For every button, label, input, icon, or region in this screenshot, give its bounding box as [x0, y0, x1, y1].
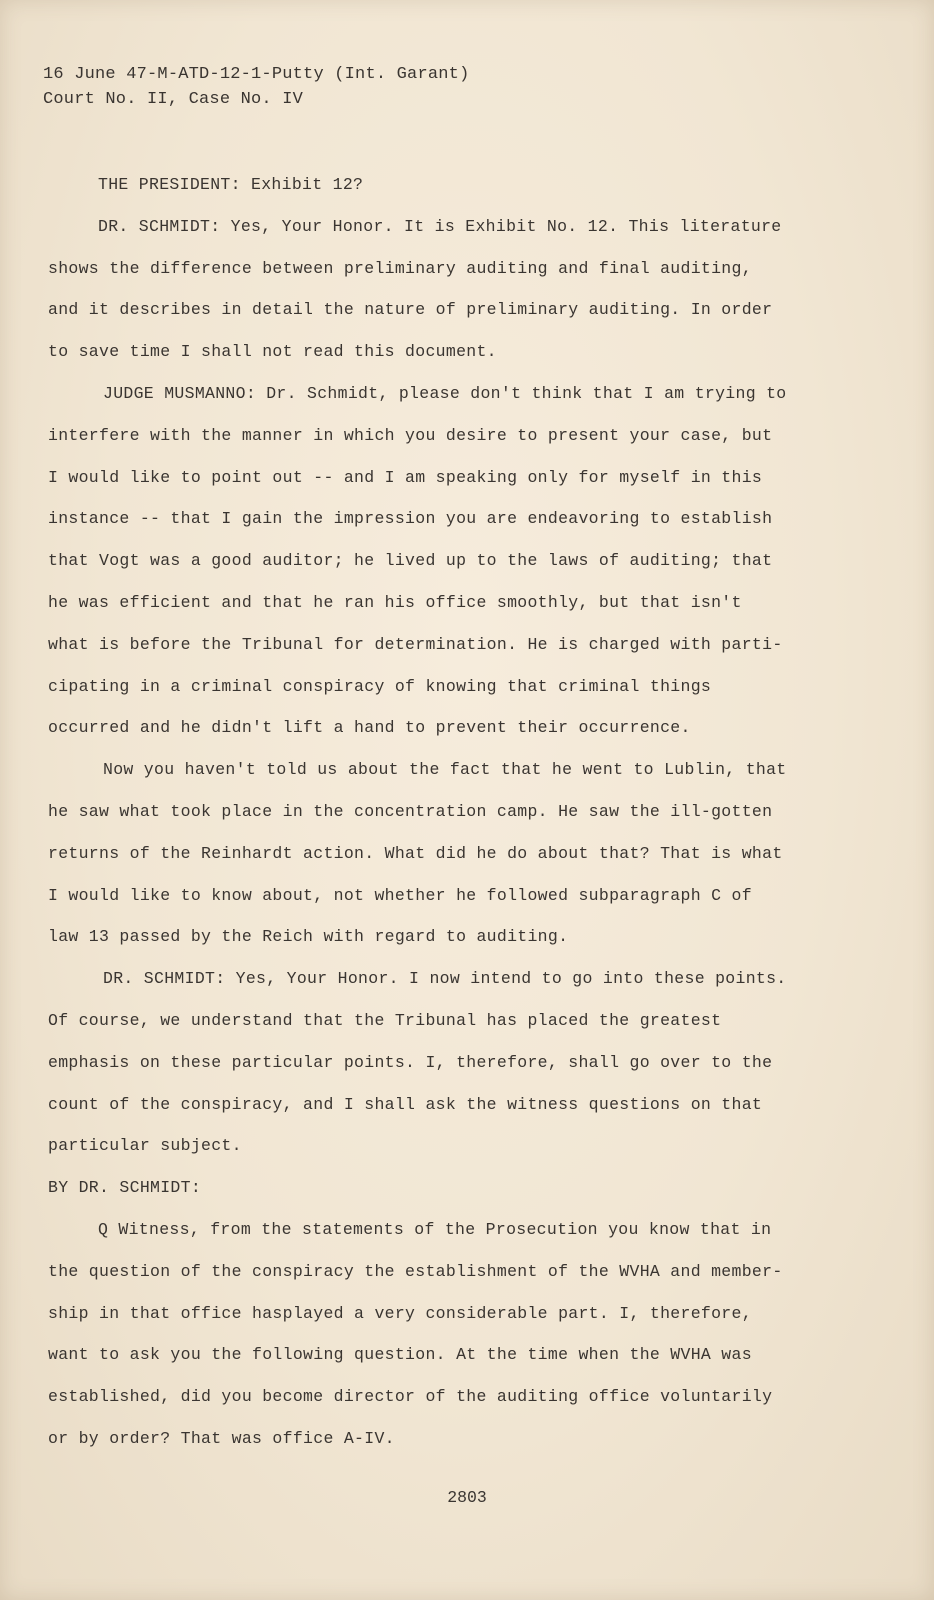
- transcript-line: shows the difference between preliminary auditing and final auditing,: [48, 258, 752, 278]
- transcript-line: he was efficient and that he ran his office smoothly, but that isn't: [48, 592, 742, 612]
- header-line-1: 16 June 47-M-ATD-12-1-Putty (Int. Garant): [43, 65, 470, 84]
- transcript-line: to save time I shall not read this document.: [48, 342, 497, 362]
- transcript-line: instance -- that I gain the impression you are endeavoring to establish: [48, 509, 773, 529]
- transcript-line: Of course, we understand that the Tribunal has placed the greatest: [48, 1010, 722, 1030]
- transcript-line: count of the conspiracy, and I shall ask the witness questions on that: [48, 1094, 763, 1114]
- transcript-line: THE PRESIDENT: Exhibit 12?: [98, 175, 364, 194]
- transcript-line: cipating in a criminal conspiracy of knowing that criminal things: [48, 676, 712, 696]
- transcript-line: particular subject.: [48, 1136, 242, 1156]
- transcript-line: DR. SCHMIDT: Yes, Your Honor. It is Exhibit No. 12. This literature: [98, 216, 782, 236]
- header-line-2: Court No. II, Case No. IV: [43, 90, 304, 109]
- transcript-line: or by order? That was office A-IV.: [48, 1428, 395, 1448]
- transcript-line: established, did you become director of the auditing office voluntarily: [48, 1387, 773, 1407]
- transcript-line: DR. SCHMIDT: Yes, Your Honor. I now intend to go into these points.: [103, 969, 787, 989]
- document-header: [43, 62, 469, 112]
- page-number: 2803: [447, 1488, 487, 1507]
- transcript-line: BY DR. SCHMIDT:: [48, 1178, 202, 1198]
- transcript-line: law 13 passed by the Reich with regard to auditing.: [48, 927, 569, 947]
- transcript-line: the question of the conspiracy the establishment of the WVHA and member-: [48, 1261, 783, 1281]
- transcript-line: returns of the Reinhardt action. What did he do about that? That is what: [48, 843, 783, 863]
- transcript-line: I would like to know about, not whether he followed subparagraph C of: [48, 885, 752, 905]
- transcript-body: [48, 164, 818, 1460]
- transcript-line: JUDGE MUSMANNO: Dr. Schmidt, please don't think that I am trying to: [103, 383, 787, 403]
- transcript-line: that Vogt was a good auditor; he lived up to the laws of auditing; that: [48, 551, 773, 571]
- transcript-line: he saw what took place in the concentration camp. He saw the ill-gotten: [48, 801, 773, 821]
- transcript-line: emphasis on these particular points. I, therefore, shall go over to the: [48, 1052, 773, 1072]
- transcript-line: what is before the Tribunal for determination. He is charged with parti-: [48, 634, 783, 654]
- transcript-line: occurred and he didn't lift a hand to prevent their occurrence.: [48, 718, 691, 738]
- transcript-line: Now you haven't told us about the fact that he went to Lublin, that: [103, 760, 787, 780]
- transcript-line: and it describes in detail the nature of preliminary auditing. In order: [48, 300, 773, 320]
- transcript-line: want to ask you the following question. At the time when the WVHA was: [48, 1345, 752, 1365]
- transcript-line: Q Witness, from the statements of the Prosecution you know that in: [98, 1219, 772, 1239]
- transcript-line: interfere with the manner in which you desire to present your case, but: [48, 425, 773, 445]
- transcript-line: ship in that office hasplayed a very considerable part. I, therefore,: [48, 1303, 752, 1323]
- transcript-line: I would like to point out -- and I am speaking only for myself in this: [48, 467, 763, 487]
